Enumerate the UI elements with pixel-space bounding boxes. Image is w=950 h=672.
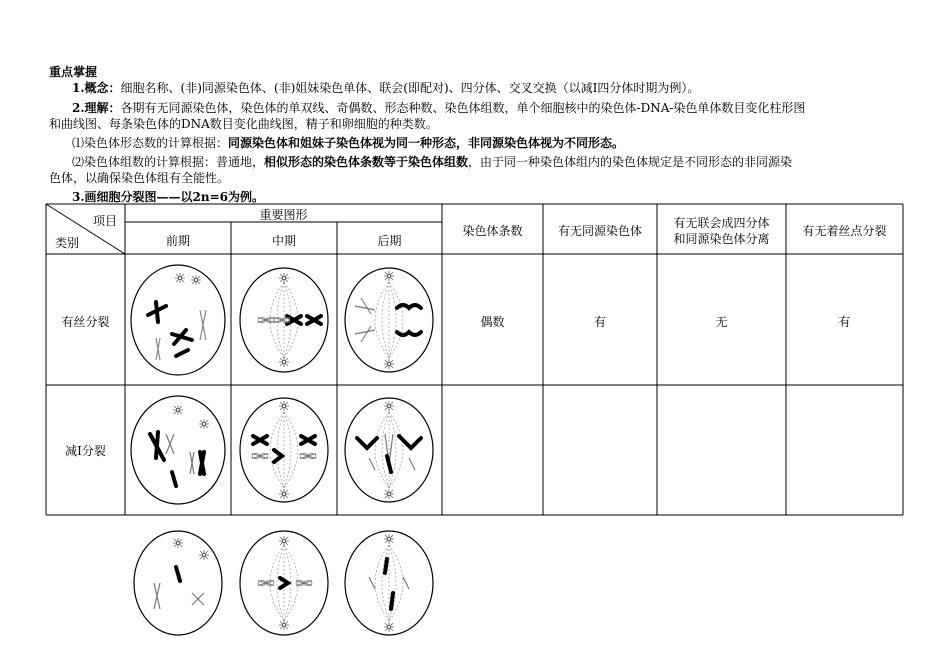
corner-item-label: 项目: [92, 214, 117, 228]
row-meiosis1-label: 减Ⅰ分裂: [65, 444, 106, 458]
phase-metaphase-header: 中期: [271, 234, 296, 248]
understand-label: 2.理解：: [72, 101, 121, 115]
meiosis2-metaphase-cell: [240, 531, 328, 635]
col-synapsis-header: 有无联会成四分体: [673, 216, 770, 230]
calc1-prefix: ⑴染色体形态数的计算根据：: [72, 136, 229, 150]
row-mitosis-label: 有丝分裂: [61, 315, 110, 329]
row-mitosis-homolog: 有: [593, 315, 606, 329]
main-figure-header: 重要图形: [259, 208, 308, 222]
mitosis-prophase-cell: [131, 265, 225, 375]
calc1-bold: 同源染色体和姐妹子染色体视为同一种形态，非同源染色体视为不同形态。: [228, 136, 625, 150]
understand-text: 各期有无同源染色体，染色体的单双线、奇偶数、形态种数、染色体组数，单个细胞核中的染色体-DNA-染色单体数目变化柱形图: [120, 101, 806, 115]
calc2-suffix: ，由于同一种染色体组内的染色体规定是不同形态的非同源染: [468, 155, 793, 169]
phase-anaphase-header: 后期: [377, 234, 402, 248]
row-mitosis-count: 偶数: [480, 315, 505, 329]
col-separation-header: 和同源染色体分离: [673, 232, 770, 246]
concept-text: 细胞名称、(非)同源染色体、(非)姐妹染色单体、联会(即配对)、四分体、交叉交换（以减Ⅰ四分体时期为例）。: [120, 81, 700, 95]
understand-line-2: 和曲线图、每条染色体的DNA数目变化曲线图，精子和卵细胞的种类数。: [49, 117, 438, 131]
calc2-prefix: ⑵染色体组数的计算根据：普通地，: [72, 155, 265, 169]
col-centromere-header: 有无着丝点分裂: [802, 224, 887, 238]
corner-type-label: 类别: [54, 236, 79, 250]
draw-heading: 3.画细胞分裂图——以2n=6为例。: [72, 190, 265, 204]
row-mitosis-centromere: 有: [838, 315, 851, 329]
meiosis2-anaphase-cell: [345, 531, 433, 635]
meiosis1-prophase-cell: [131, 396, 225, 504]
col-homolog-header: 有无同源染色体: [557, 224, 642, 238]
calc2-line-2: 色体，以确保染色体组有全能性。: [49, 171, 230, 185]
section-heading: 重点掌握: [49, 65, 98, 79]
meiosis1-anaphase-cell: [345, 398, 433, 502]
concept-label: 1.概念：: [72, 81, 121, 95]
calc2-bold: 相似形态的染色体条数等于染色体组数: [264, 155, 469, 169]
mitosis-anaphase-cell: [345, 268, 433, 372]
phase-prophase-header: 前期: [165, 234, 190, 248]
meiosis1-metaphase-cell: [240, 398, 328, 502]
row-mitosis-synapsis: 无: [715, 315, 728, 329]
meiosis2-prophase-cell: [134, 531, 222, 635]
mitosis-metaphase-cell: [240, 268, 328, 372]
col-count-header: 染色体条数: [462, 224, 523, 238]
